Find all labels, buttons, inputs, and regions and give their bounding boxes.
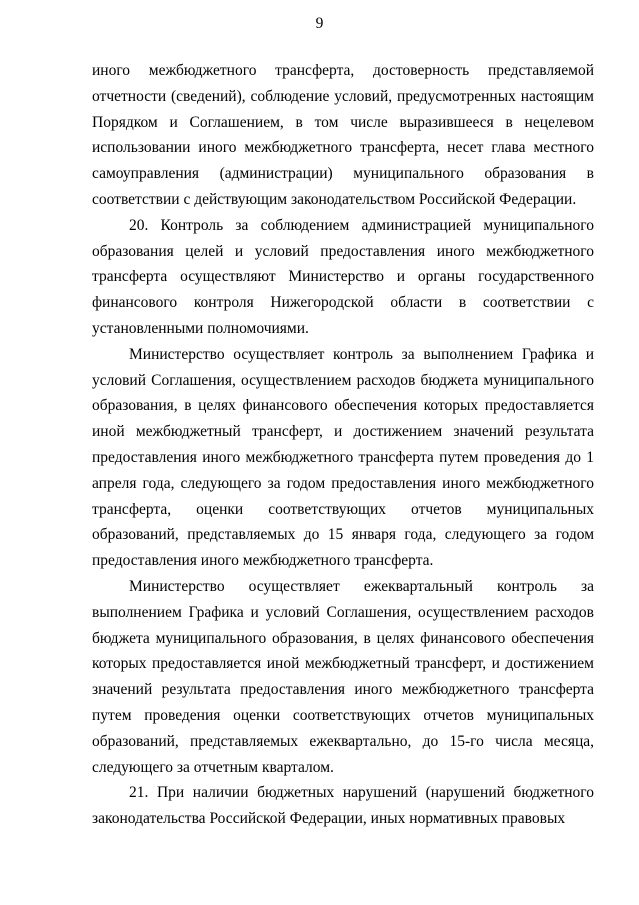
paragraph-quarterly-control: Министерство осуществляет ежеквартальный контроль за выполнением Графика и условий Соглашения, осуществлением расходов бюджета муниципального образования, в целях финансового обеспечения которых предоставляется иной межбюджетный трансферт, и достижением значений результата предоставления иного межбюджетного трансферта путем проведения оценки соответствующих отчетов муниципальных образований, представляемых ежеквартально, до 15-го числа месяца, следующего за отчетным кварталом. <box>92 577 594 776</box>
paragraph-clause-21: 21. При наличии бюджетных нарушений (нарушений бюджетного законодательства Российской Федерации, иных нормативных правовых <box>92 784 594 828</box>
page-number: 9 <box>315 15 324 32</box>
paragraph-clause-20: 20. Контроль за соблюдением администрацией муниципального образования целей и условий предоставления иного межбюджетного трансферта осуществляют Министерство и органы государственного финансового контроля Нижегородской области в соответствии с установленными полномочиями. <box>92 216 594 337</box>
document-body <box>92 58 594 832</box>
paragraph-ministry-control: Министерство осуществляет контроль за выполнением Графика и условий Соглашения, осуществлением расходов бюджета муниципального образования, в целях финансового обеспечения которых предоставляется иной межбюджетный трансферт, и достижением значений результата предоставления иного межбюджетного трансферта путем проведения до 1 апреля года, следующего за годом предоставления иного межбюджетного трансферта, оценки соответствующих отчетов муниципальных образований, представляемых до 15 января года, следующего за годом предоставления иного межбюджетного трансферта. <box>92 345 594 570</box>
paragraph-continuation: иного межбюджетного трансферта, достоверность представляемой отчетности (сведений), соблюдение условий, предусмотренных настоящим Порядком и Соглашением, в том числе выразившееся в нецелевом использовании иного межбюджетного трансферта, несет глава местного самоуправления (администрации) муниципального образования в соответствии с действующим законодательством Российской Федерации. <box>92 62 594 208</box>
